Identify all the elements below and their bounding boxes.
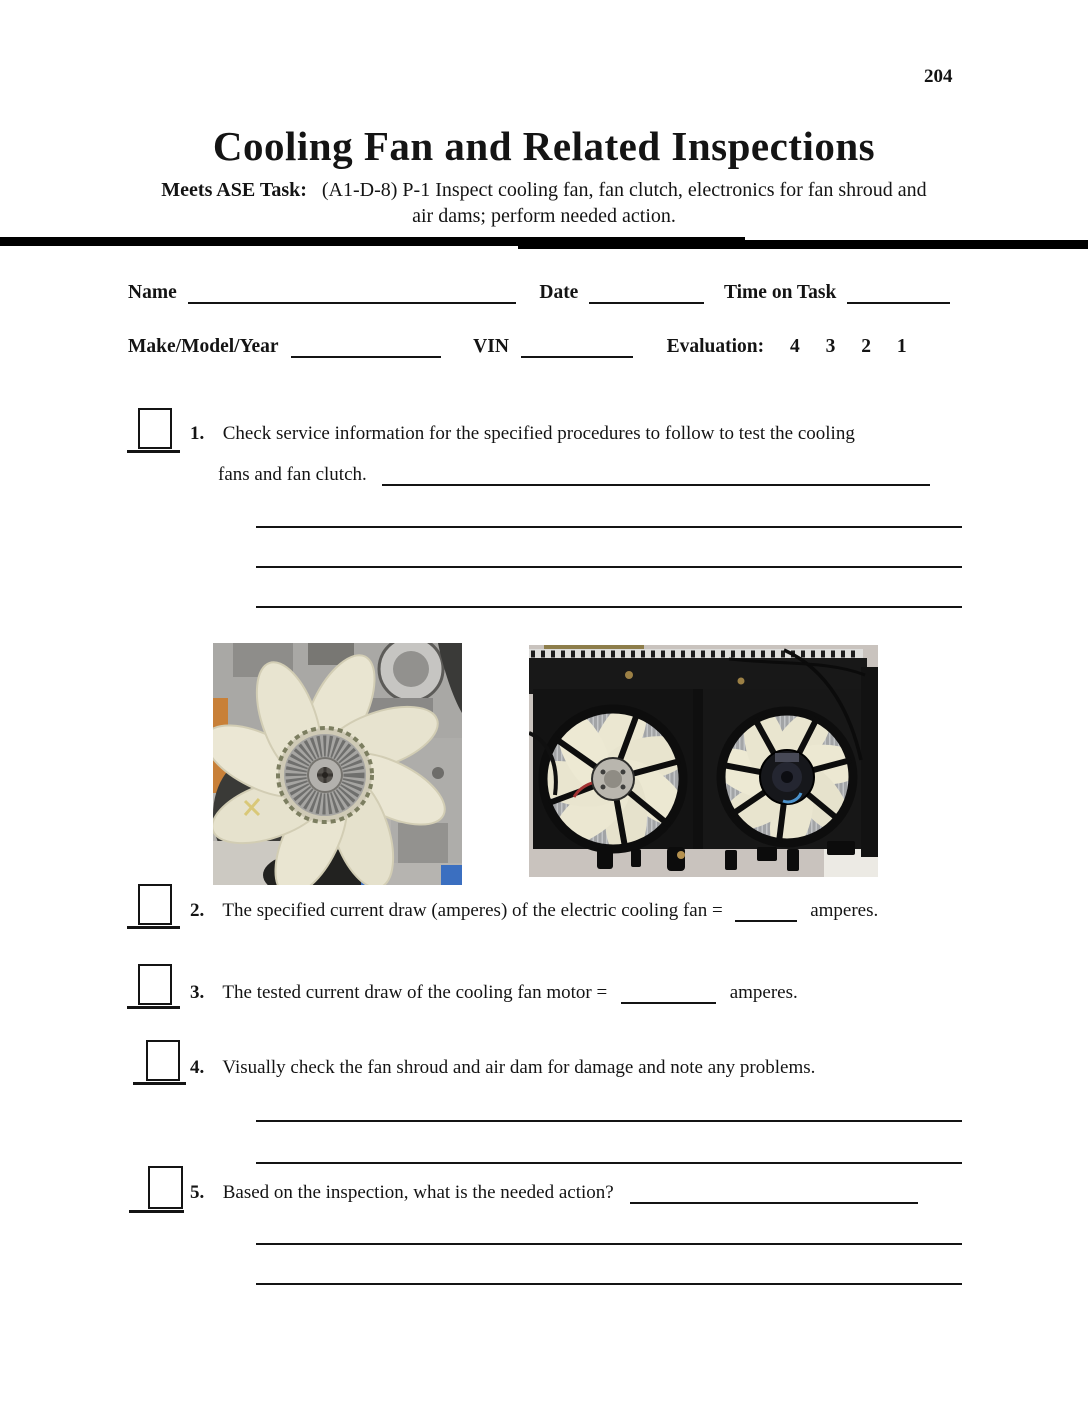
task-2-checkbox[interactable] xyxy=(138,884,172,925)
write-in-line[interactable] xyxy=(256,1120,962,1122)
evaluation-score-2[interactable]: 2 xyxy=(861,336,871,357)
task-3-text-after: amperes. xyxy=(729,982,798,1003)
task-1-text-2: fans and fan clutch. xyxy=(218,464,367,485)
task-1-line-1 xyxy=(190,423,855,445)
vin-field[interactable] xyxy=(521,337,633,359)
evaluation-score-1[interactable]: 1 xyxy=(896,336,907,357)
time-on-task-label: Time on Task xyxy=(723,282,837,303)
task-1-answer-line[interactable] xyxy=(382,465,930,486)
write-in-line[interactable] xyxy=(256,526,962,528)
form-row-1 xyxy=(128,282,950,304)
date-label: Date xyxy=(539,282,579,303)
task-2-text-after: amperes. xyxy=(810,900,879,921)
task-1-text: Check service information for the specified procedures to follow to test the cooling xyxy=(222,423,855,444)
vin-label: VIN xyxy=(473,336,509,357)
task-1-checkbox-line xyxy=(127,450,180,453)
task-1-number: 1. xyxy=(190,423,205,444)
ase-task-line-2: air dams; perform needed action. xyxy=(412,205,676,227)
radiator-dual-electric-fans-illustration xyxy=(529,645,878,877)
task-3-checkbox[interactable] xyxy=(138,964,172,1005)
date-field[interactable] xyxy=(589,283,704,305)
radiator-dual-electric-fans-photo xyxy=(529,645,878,877)
task-5-line xyxy=(190,1182,918,1204)
form-row-2 xyxy=(128,336,907,358)
task-3-answer-blank[interactable] xyxy=(621,983,716,1004)
write-in-line[interactable] xyxy=(256,606,962,608)
evaluation-score-4[interactable]: 4 xyxy=(789,336,800,357)
write-in-line[interactable] xyxy=(256,566,962,568)
task-5-checkbox-line xyxy=(129,1210,184,1213)
task-2-number: 2. xyxy=(190,900,205,921)
name-label: Name xyxy=(128,282,177,303)
evaluation-label: Evaluation: xyxy=(666,336,765,357)
task-3-checkbox-line xyxy=(127,1006,180,1009)
task-2-checkbox-line xyxy=(127,926,180,929)
engine-fan-clutch-photo xyxy=(213,643,462,885)
task-5-checkbox[interactable] xyxy=(148,1166,183,1209)
task-2-answer-blank[interactable] xyxy=(735,901,797,922)
task-3-number: 3. xyxy=(190,982,205,1003)
ase-task-text: (A1-D-8) P-1 Inspect cooling fan, fan clutch, electronics for fan shroud and xyxy=(321,179,927,201)
task-1-checkbox[interactable] xyxy=(138,408,172,449)
task-4-checkbox[interactable] xyxy=(146,1040,180,1081)
task-2-text-before: The specified current draw (amperes) of the electric cooling fan = xyxy=(222,900,723,921)
task-3-text-before: The tested current draw of the cooling fan motor = xyxy=(222,982,608,1003)
task-4-number: 4. xyxy=(190,1057,205,1078)
task-4-text: Visually check the fan shroud and air dam for damage and note any problems. xyxy=(222,1057,816,1078)
task-5-answer-blank[interactable] xyxy=(630,1183,918,1204)
task-2-line xyxy=(190,900,878,922)
ase-task-line-1 xyxy=(0,179,1088,202)
engine-fan-clutch-illustration xyxy=(213,643,462,885)
ase-task-label: Meets ASE Task: xyxy=(161,179,307,201)
page-number: 204 xyxy=(924,66,953,87)
evaluation-score-3[interactable]: 3 xyxy=(825,336,836,357)
write-in-line[interactable] xyxy=(256,1283,962,1285)
make-model-year-label: Make/Model/Year xyxy=(128,336,279,357)
task-1-line-2 xyxy=(218,464,930,486)
make-model-year-field[interactable] xyxy=(291,337,441,359)
task-4-line xyxy=(190,1057,815,1079)
divider-bar-right xyxy=(518,240,1088,249)
page-title: Cooling Fan and Related Inspections xyxy=(212,123,876,169)
write-in-line[interactable] xyxy=(256,1243,962,1245)
time-on-task-field[interactable] xyxy=(847,283,950,305)
write-in-line[interactable] xyxy=(256,1162,962,1164)
task-4-checkbox-line xyxy=(133,1082,186,1085)
task-5-number: 5. xyxy=(190,1182,205,1203)
task-3-line xyxy=(190,982,798,1004)
name-field[interactable] xyxy=(188,283,516,305)
task-5-text: Based on the inspection, what is the needed action? xyxy=(222,1182,614,1203)
